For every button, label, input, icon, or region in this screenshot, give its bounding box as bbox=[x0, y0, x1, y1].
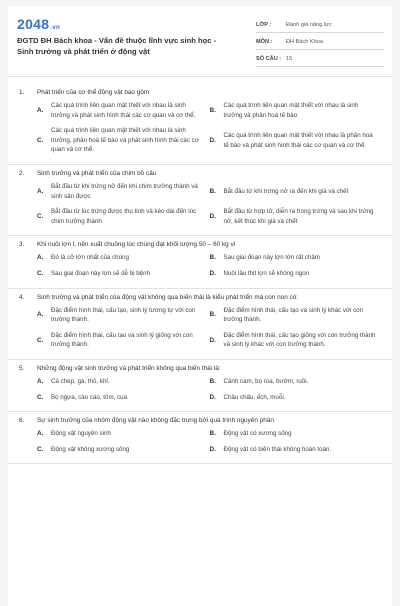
option-text: Cánh cam, bọ rùa, bướm, ruồi. bbox=[223, 377, 309, 385]
answer-option[interactable] bbox=[210, 204, 383, 229]
worksheet-page bbox=[8, 6, 392, 606]
option-text: Động vật không xương sống bbox=[51, 445, 130, 453]
answer-option[interactable] bbox=[37, 179, 210, 204]
option-text: Đó là cỡ lớn nhất của chúng bbox=[51, 254, 129, 262]
option-letter: D. bbox=[209, 136, 216, 144]
option-letter: C. bbox=[37, 212, 44, 220]
question-number: 1. bbox=[19, 89, 25, 96]
option-text: Bắt đầu từ hợp tử, diễn ra trong trứng và sau khi trứng nở, kết thúc khi già và chết bbox=[223, 208, 374, 225]
question-item bbox=[8, 360, 392, 412]
meta-label: LỚP : bbox=[256, 22, 272, 28]
question-number: 3. bbox=[19, 241, 25, 249]
option-text: Các quá trình liên quan mật thiết với nhau là sinh trưởng, phân hoá tế bào và phát sinh hình thái các cơ quan và cơ thể. bbox=[51, 127, 199, 154]
option-letter: C. bbox=[37, 336, 44, 344]
option-letter: D. bbox=[209, 212, 216, 220]
answer-options bbox=[19, 250, 382, 281]
question-item bbox=[8, 236, 392, 288]
question-header bbox=[19, 236, 382, 250]
option-text: Đặc điểm hình thái, cấu tạo, sinh lý tương tự với con trưởng thành. bbox=[51, 306, 196, 324]
answer-option[interactable] bbox=[210, 390, 383, 406]
question-list bbox=[8, 84, 392, 464]
option-text: Bắt đầu từ khi trứng nở ra đến khi già và chết bbox=[223, 187, 349, 195]
answer-option[interactable] bbox=[210, 426, 383, 442]
option-letter: A. bbox=[37, 187, 44, 195]
question-text: Sự sinh trưởng của nhóm động vật nào không đặc trưng bởi quá trình nguyên phân bbox=[37, 417, 274, 425]
answer-option[interactable] bbox=[210, 374, 383, 390]
question-item bbox=[8, 289, 392, 360]
answer-option[interactable] bbox=[210, 179, 383, 204]
answer-option[interactable] bbox=[37, 328, 210, 353]
question-header bbox=[19, 360, 382, 374]
option-letter: D. bbox=[209, 393, 216, 401]
question-number: 4. bbox=[19, 293, 25, 301]
question-text: Sinh trưởng và phát triển của chim bồ câu bbox=[37, 169, 157, 177]
option-letter: C. bbox=[37, 445, 44, 453]
answer-option[interactable] bbox=[37, 250, 210, 266]
answer-option[interactable] bbox=[210, 266, 383, 282]
answer-option[interactable] bbox=[210, 98, 383, 123]
option-text: Bắt đầu từ khi trứng nở đến khi chim trưởng thành và sinh sản được bbox=[51, 182, 198, 200]
worksheet-header bbox=[8, 6, 392, 72]
option-text: Nuôi lâu thịt lợn sẽ không ngon bbox=[223, 269, 310, 277]
option-letter: D. bbox=[209, 269, 216, 277]
answer-options bbox=[19, 179, 382, 229]
meta-value: ĐH Bách Khoa bbox=[286, 39, 324, 45]
option-text: Đặc điểm hình thái, cấu tạo và sinh lý khác với con trưởng thành. bbox=[223, 306, 364, 324]
question-header bbox=[19, 289, 382, 303]
meta-label: SỐ CÂU : bbox=[256, 56, 282, 62]
question-text: Khi nuôi lợn ỉ, nên xuất chuồng lúc chúng đạt khối lượng 50 – 60 kg vì bbox=[37, 241, 236, 249]
meta-row-subject bbox=[256, 33, 384, 50]
option-letter: B. bbox=[209, 430, 216, 438]
option-letter: A. bbox=[37, 377, 44, 385]
option-letter: C. bbox=[37, 269, 44, 277]
question-item bbox=[8, 412, 392, 464]
option-text: Động vật có biến thái không hoàn toàn. bbox=[223, 445, 332, 453]
option-letter: A. bbox=[37, 254, 44, 262]
answer-options bbox=[19, 303, 382, 353]
answer-option[interactable] bbox=[210, 328, 383, 353]
option-letter: B. bbox=[209, 377, 216, 385]
answer-option[interactable] bbox=[37, 123, 210, 158]
logo-suffix: .vn bbox=[50, 25, 60, 31]
option-text: Động vật nguyên sinh bbox=[51, 430, 111, 438]
option-letter: C. bbox=[37, 136, 44, 144]
question-header bbox=[19, 412, 382, 426]
answer-option[interactable] bbox=[37, 204, 210, 229]
option-letter: B. bbox=[209, 311, 216, 319]
option-letter: A. bbox=[37, 106, 44, 114]
answer-option[interactable] bbox=[210, 123, 383, 158]
title-line-2: Sinh trưởng và phát triển ở động vật bbox=[17, 47, 150, 56]
answer-options bbox=[19, 426, 382, 457]
answer-option[interactable] bbox=[37, 303, 210, 328]
worksheet-title bbox=[17, 35, 249, 57]
answer-option[interactable] bbox=[37, 266, 210, 282]
option-text: Cá chép, gà, thỏ, khỉ. bbox=[51, 377, 110, 385]
logo-main: 2048 bbox=[17, 16, 50, 32]
answer-option[interactable] bbox=[210, 250, 383, 266]
header-divider bbox=[8, 76, 392, 77]
answer-option[interactable] bbox=[210, 303, 383, 328]
option-letter: D. bbox=[209, 445, 216, 453]
answer-options bbox=[19, 98, 382, 158]
meta-value: 15 bbox=[286, 56, 293, 62]
question-header bbox=[19, 84, 382, 98]
option-text: Sau giai đoạn này lợn sẽ dễ bị bệnh bbox=[51, 269, 151, 277]
meta-row-class bbox=[256, 16, 384, 33]
question-number: 5. bbox=[19, 364, 25, 372]
option-letter: C. bbox=[37, 393, 44, 401]
question-header bbox=[19, 165, 382, 179]
option-letter: A. bbox=[37, 311, 44, 319]
option-text: Bắt đầu từ lúc trứng được thụ tinh và kéo dài đến lúc chim trưởng thành bbox=[51, 208, 197, 225]
meta-value: Đánh giá năng lực bbox=[286, 22, 332, 28]
option-text: Các quá trình liên quan mật thiết với nhau là sinh trưởng và phát sinh hình thái các cơ quan và cơ thể. bbox=[51, 102, 196, 119]
meta-row-question-count bbox=[256, 50, 384, 67]
answer-option[interactable] bbox=[37, 426, 210, 442]
option-text: Đặc điểm hình thái, cấu tạo và sinh lý giống với con trưởng thành. bbox=[51, 331, 193, 349]
answer-option[interactable] bbox=[37, 374, 210, 390]
option-text: Châu chấu, ếch, muỗi. bbox=[223, 393, 286, 401]
option-text: Động vật có xương sống bbox=[223, 430, 292, 438]
option-letter: B. bbox=[209, 106, 216, 114]
meta-label: MÔN : bbox=[256, 39, 273, 45]
question-text: Phát triển của cơ thể động vật bao gồm bbox=[37, 89, 150, 96]
question-number: 6. bbox=[19, 417, 25, 425]
option-letter: B. bbox=[209, 187, 216, 195]
answer-option[interactable] bbox=[37, 390, 210, 406]
question-text: Những động vật sinh trưởng và phát triển không qua biến thái là: bbox=[37, 364, 221, 372]
option-letter: D. bbox=[209, 336, 216, 344]
option-text: Bọ ngựa, cào cào, tôm, cua bbox=[51, 393, 128, 401]
option-letter: B. bbox=[209, 254, 216, 262]
option-text: Sau giai đoạn này lợn lớn rất chậm bbox=[223, 254, 321, 262]
option-text: Đặc điểm hình thái, cấu tạo giống với con trưởng thành và sinh lý khác với con trưởng thành. bbox=[223, 331, 376, 349]
question-number: 2. bbox=[19, 169, 25, 177]
answer-option[interactable] bbox=[37, 442, 210, 458]
worksheet-meta bbox=[256, 16, 384, 67]
answer-option[interactable] bbox=[37, 98, 210, 123]
question-text: Sinh trưởng và phát triển của động vật không qua biến thái là kiểu phát triển mà con non có: bbox=[37, 293, 299, 301]
title-line-1: ĐGTD ĐH Bách khoa - Vấn đề thuộc lĩnh vực sinh học - bbox=[17, 36, 217, 45]
site-logo[interactable] bbox=[17, 16, 60, 32]
question-item bbox=[8, 84, 392, 165]
answer-option[interactable] bbox=[210, 442, 383, 458]
option-text: Các quá trình liên quan mật thiết với nhau là sinh trưởng và phân hoá tế bào bbox=[223, 102, 359, 119]
question-item bbox=[8, 165, 392, 236]
option-text: Các quá trình liên quan mật thiết với nhau là phân hoá tế bào và phát sinh hình thái các cơ quan và cơ thể. bbox=[223, 131, 373, 149]
answer-options bbox=[19, 374, 382, 405]
option-letter: A. bbox=[37, 430, 44, 438]
